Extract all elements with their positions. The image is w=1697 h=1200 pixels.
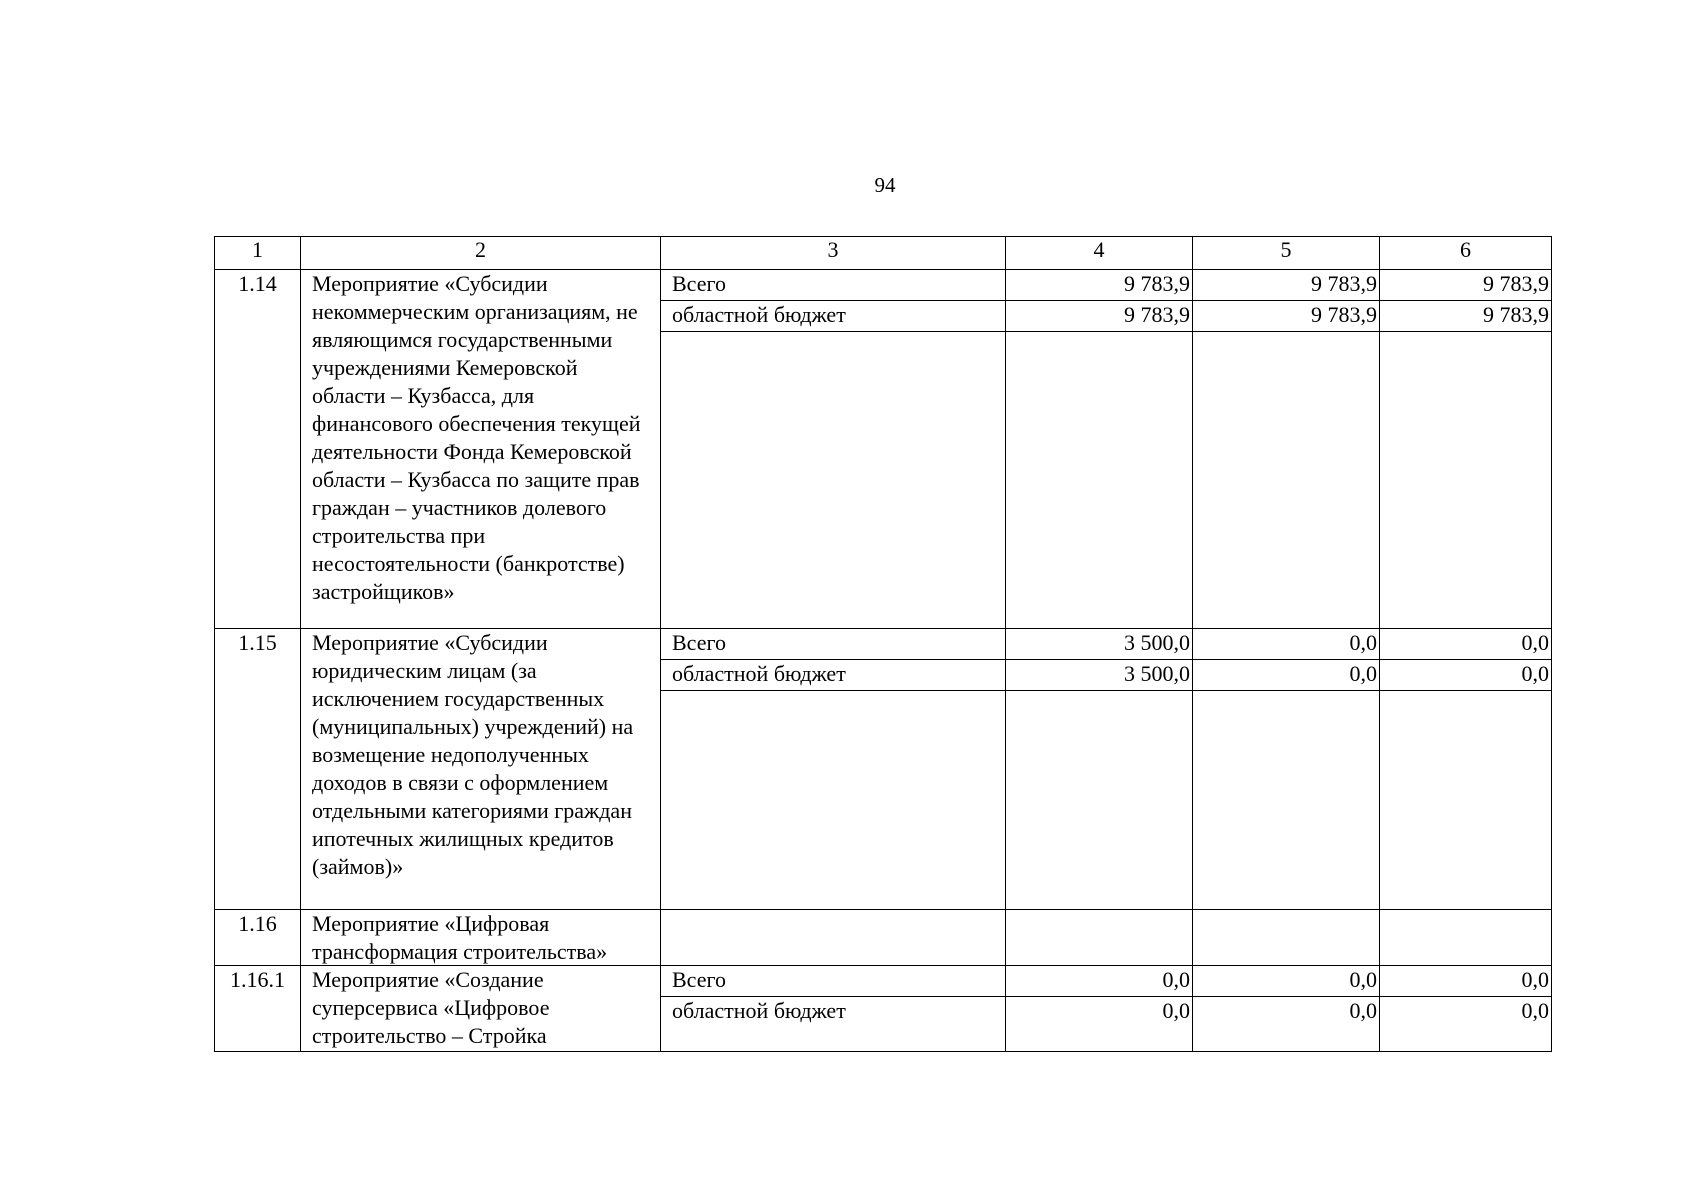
- value-cell: 9 783,9: [1193, 270, 1380, 301]
- row-name: Мероприятие «Цифровая трансформация строительства»: [301, 910, 661, 966]
- source-cell: Всего: [661, 270, 1006, 301]
- empty-cell: [661, 332, 1006, 629]
- source-cell: областной бюджет: [661, 301, 1006, 332]
- row-name: Мероприятие «Субсидии некоммерческим организациям, не являющимся государственными учреждениями Кемеровской области – Кузбасса, для финансового обеспечения текущей деятельности Фонда Кемеровской области – Кузбасса по защите прав граждан – участников долевого строительства при несостоятельности (банкротстве) застройщиков»: [301, 270, 661, 629]
- value-cell: 9 783,9: [1193, 301, 1380, 332]
- row-number: 1.14: [215, 270, 301, 629]
- value-cell: 9 783,9: [1006, 270, 1193, 301]
- empty-cell: [1193, 910, 1380, 966]
- value-cell: 9 783,9: [1380, 301, 1552, 332]
- source-cell: областной бюджет: [661, 660, 1006, 691]
- header-cell-6: 6: [1380, 237, 1552, 270]
- table-row: [215, 270, 1552, 301]
- header-cell-2: 2: [301, 237, 661, 270]
- empty-cell: [1380, 691, 1552, 910]
- empty-cell: [1006, 910, 1193, 966]
- empty-cell: [661, 910, 1006, 966]
- table-row: [215, 966, 1552, 997]
- value-cell: 0,0: [1006, 966, 1193, 997]
- value-cell: 9 783,9: [1380, 270, 1552, 301]
- value-cell: 3 500,0: [1006, 629, 1193, 660]
- empty-cell: [1006, 691, 1193, 910]
- row-name: Мероприятие «Субсидии юридическим лицам (за исключением государственных (муниципальных) учреждений) на возмещение недополученных доходов в связи с оформлением отдельными категориями граждан ипотечных жилищных кредитов (займов)»: [301, 629, 661, 910]
- page-number: 94: [874, 173, 896, 197]
- value-cell: 9 783,9: [1006, 301, 1193, 332]
- value-cell: 0,0: [1380, 629, 1552, 660]
- value-cell: 0,0: [1006, 997, 1193, 1052]
- value-cell: 0,0: [1193, 629, 1380, 660]
- empty-cell: [661, 691, 1006, 910]
- source-cell: областной бюджет: [661, 997, 1006, 1052]
- value-cell: 0,0: [1380, 966, 1552, 997]
- source-cell: Всего: [661, 966, 1006, 997]
- source-cell: Всего: [661, 629, 1006, 660]
- empty-cell: [1380, 910, 1552, 966]
- header-cell-5: 5: [1193, 237, 1380, 270]
- table-row: [215, 910, 1552, 966]
- value-cell: 0,0: [1380, 660, 1552, 691]
- row-number: 1.16: [215, 910, 301, 966]
- value-cell: 3 500,0: [1006, 660, 1193, 691]
- budget-table: [214, 236, 1552, 1052]
- empty-cell: [1193, 332, 1380, 629]
- value-cell: 0,0: [1193, 997, 1380, 1052]
- empty-cell: [1193, 691, 1380, 910]
- empty-cell: [1006, 332, 1193, 629]
- value-cell: 0,0: [1193, 966, 1380, 997]
- value-cell: 0,0: [1380, 997, 1552, 1052]
- header-cell-3: 3: [661, 237, 1006, 270]
- row-number: 1.16.1: [215, 966, 301, 1052]
- value-cell: 0,0: [1193, 660, 1380, 691]
- table-row: [215, 629, 1552, 660]
- empty-cell: [1380, 332, 1552, 629]
- header-cell-1: 1: [215, 237, 301, 270]
- row-number: 1.15: [215, 629, 301, 910]
- header-cell-4: 4: [1006, 237, 1193, 270]
- row-name: Мероприятие «Создание суперсервиса «Цифровое строительство – Стройка: [301, 966, 661, 1052]
- header-row: [215, 237, 1552, 270]
